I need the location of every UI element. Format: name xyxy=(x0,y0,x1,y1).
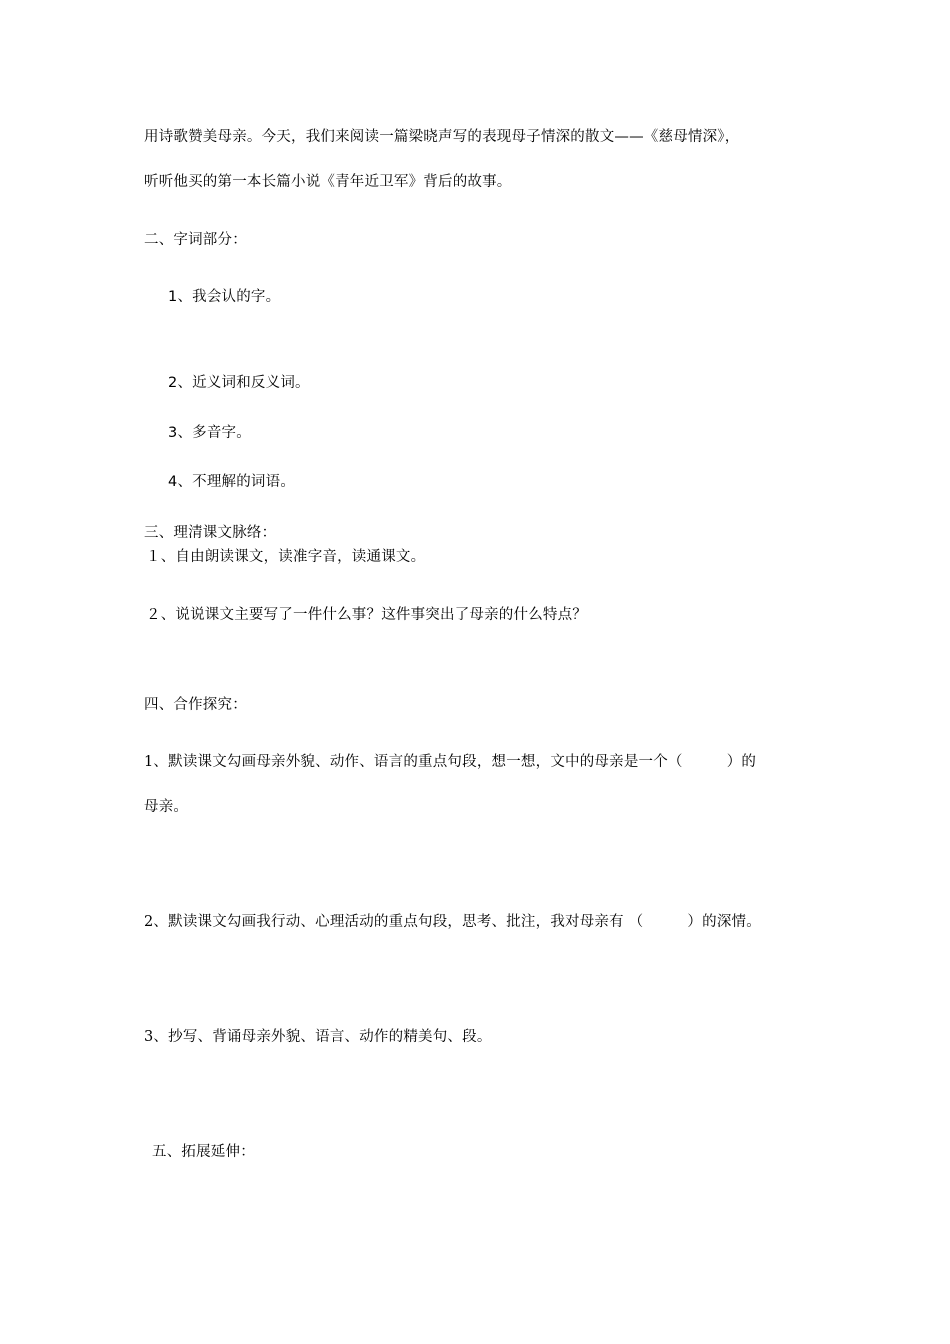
item-text: 、近义词和反义词。 xyxy=(177,375,310,391)
section-4-item-1-line-1: 1、默读课文勾画母亲外貌、动作、语言的重点句段，想一想，文中的母亲是一个（ ）的 xyxy=(144,754,757,770)
section-2-item-4 xyxy=(168,472,295,492)
section-2-item-3 xyxy=(168,423,251,443)
section-2-item-1 xyxy=(168,287,280,307)
intro-line-1: 用诗歌赞美母亲。今天，我们来阅读一篇梁晓声写的表现母子情深的散文——《慈母情深》， xyxy=(144,129,740,145)
item-text: 、多音字。 xyxy=(177,425,251,441)
section-3-item-1: １、自由朗读课文，读准字音，读通课文。 xyxy=(146,549,426,565)
item-text: 、不理解的词语。 xyxy=(177,474,296,490)
section-3-heading: 三、理清课文脉络： xyxy=(144,525,277,541)
section-2-heading: 二、字词部分： xyxy=(144,232,247,248)
item-number: 2 xyxy=(168,375,178,391)
section-4-item-3: 3、抄写、背诵母亲外貌、语言、动作的精美句、段。 xyxy=(144,1029,492,1045)
item-text: 、我会认的字。 xyxy=(177,289,281,305)
item-number: 4 xyxy=(168,474,178,490)
item-number: 1 xyxy=(168,289,178,305)
section-2-item-2 xyxy=(168,373,310,393)
section-5-heading: 五、拓展延伸： xyxy=(152,1144,255,1160)
section-3-item-2: ２、说说课文主要写了一件什么事？这件事突出了母亲的什么特点？ xyxy=(146,607,587,623)
section-4-heading: 四、合作探究： xyxy=(144,697,247,713)
section-4-item-2: 2、默读课文勾画我行动、心理活动的重点句段，思考、批注，我对母亲有 （ ）的深情。 xyxy=(144,914,761,930)
item-number: 3 xyxy=(168,425,178,441)
intro-line-2: 听听他买的第一本长篇小说《青年近卫军》背后的故事。 xyxy=(144,174,512,190)
section-4-item-1-line-2: 母亲。 xyxy=(144,799,189,815)
